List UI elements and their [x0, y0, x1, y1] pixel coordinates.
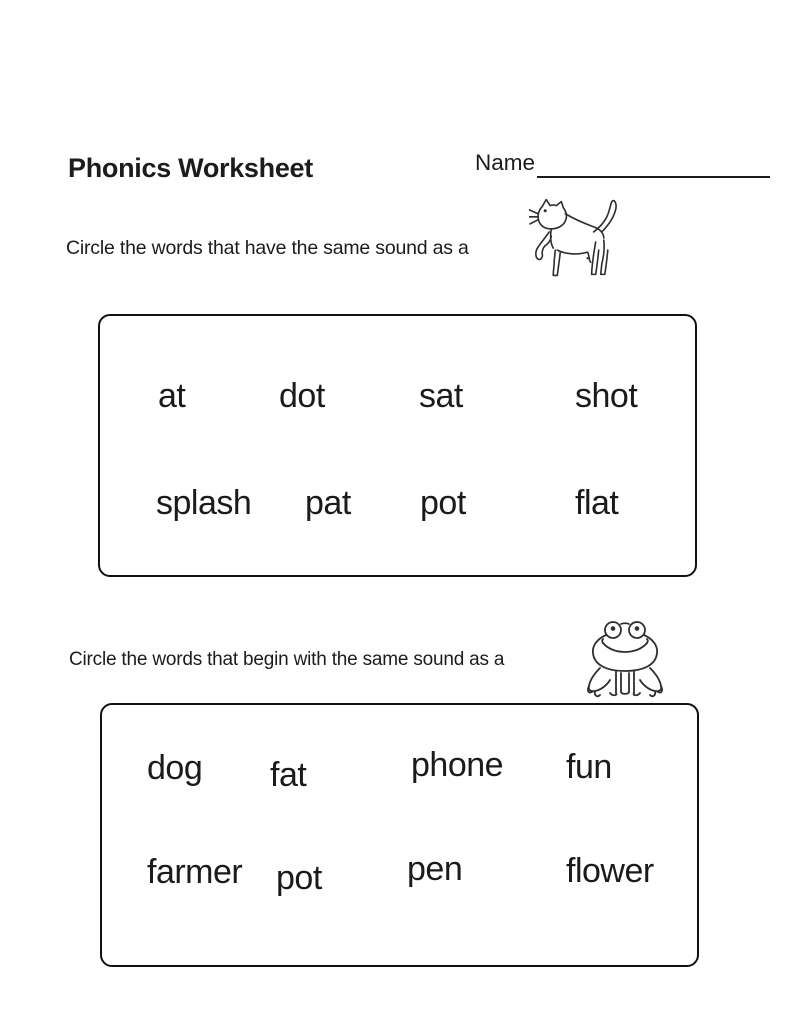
frog-illustration	[587, 620, 663, 702]
cat-illustration	[529, 197, 627, 279]
word-option-farmer[interactable]: farmer	[147, 853, 243, 891]
cat-icon	[529, 197, 627, 279]
exercise1-instruction: Circle the words that have the same sound as a	[66, 237, 469, 259]
word-option-at[interactable]: at	[158, 377, 186, 415]
word-option-splash[interactable]: splash	[156, 484, 252, 522]
frog-icon	[587, 620, 663, 702]
name-blank-line[interactable]	[537, 176, 770, 178]
exercise1-word-box	[98, 314, 697, 577]
word-option-flower[interactable]: flower	[566, 852, 654, 890]
word-option-pot[interactable]: pot	[420, 484, 466, 522]
word-option-shot[interactable]: shot	[575, 377, 638, 415]
exercise2-instruction: Circle the words that begin with the same sound as a	[69, 649, 505, 670]
word-option-fat[interactable]: fat	[270, 756, 307, 794]
word-option-pat[interactable]: pat	[305, 484, 351, 522]
word-option-dog[interactable]: dog	[147, 749, 203, 787]
word-option-flat[interactable]: flat	[575, 484, 619, 522]
exercise2-word-box	[100, 703, 699, 967]
word-option-pot[interactable]: pot	[276, 859, 322, 897]
word-option-pen[interactable]: pen	[407, 850, 463, 888]
word-option-dot[interactable]: dot	[279, 377, 325, 415]
word-option-fun[interactable]: fun	[566, 748, 612, 786]
page-title: Phonics Worksheet	[68, 153, 313, 183]
word-option-sat[interactable]: sat	[419, 377, 463, 415]
name-label: Name	[475, 150, 536, 175]
word-option-phone[interactable]: phone	[411, 746, 504, 784]
